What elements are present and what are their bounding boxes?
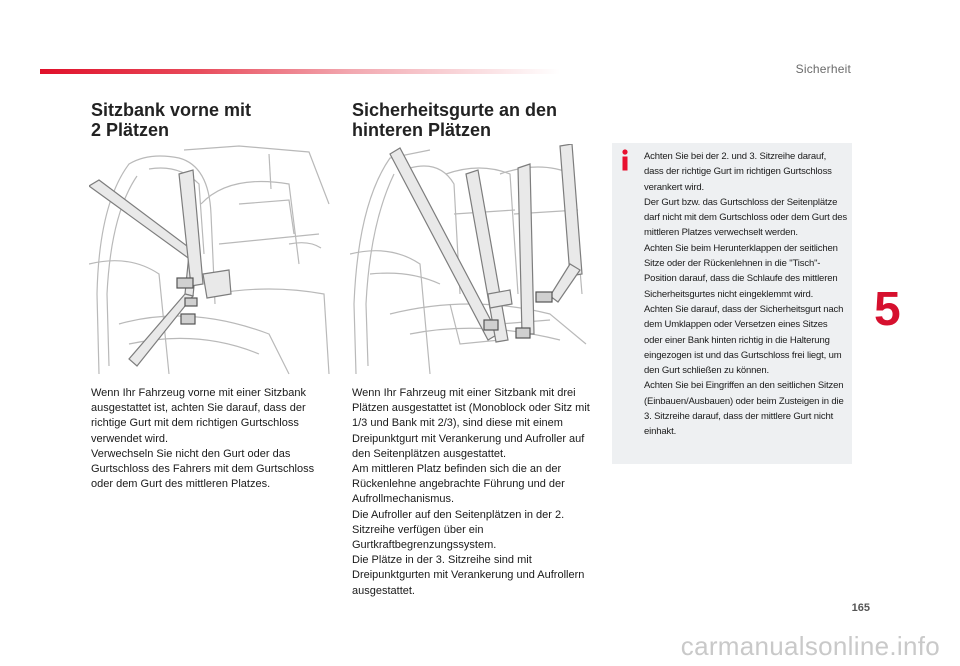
left-paragraph: Verwechseln Sie nicht den Gurt oder das Gurtschloss des Fahrers mit dem Gurtschloss oder dem Gurt des mittleren Platzes.: [91, 447, 315, 491]
note-text: [644, 149, 848, 440]
watermark: carmanualsonline.info: [680, 631, 940, 661]
middle-body-text: [352, 386, 592, 599]
middle-paragraph: Die Aufroller auf den Seitenplätzen in der 2. Sitzreihe verfügen über ein Gurtkraftbegrenzungssystem.: [352, 508, 565, 552]
section-title: Sicherheit: [795, 62, 851, 76]
chapter-number: 5: [874, 283, 901, 336]
front-bench-seatbelt-illustration: [89, 144, 331, 376]
info-icon: [620, 149, 630, 171]
left-heading-line1: Sitzbank vorne mit: [91, 100, 252, 120]
header-accent-bar: [40, 69, 560, 74]
note-paragraph: Achten Sie bei der 2. und 3. Sitzreihe darauf, dass der richtige Gurt im richtigen Gurtschloss verankert wird.: [644, 151, 832, 193]
rear-seatbelt-illustration: [350, 144, 592, 376]
middle-heading-line1: Sicherheitsgurte an den: [352, 100, 558, 120]
note-paragraph: Achten Sie bei Eingriffen an den seitlichen Sitzen (Einbauen/Ausbauen) oder beim Zusteigen in die 3. Sitzreihe darauf, dass der mittlere Gurt nicht einhakt.: [644, 380, 844, 438]
middle-paragraph: Die Plätze in der 3. Sitzreihe sind mit Dreipunktgurten mit Verankerung und Aufrollern ausgestattet.: [352, 554, 585, 597]
left-body-text: [91, 386, 331, 492]
note-paragraph: Der Gurt bzw. das Gurtschloss der Seitenplätze darf nicht mit dem Gurtschloss oder dem Gurt des mittleren Platzes verwechselt werden.: [644, 196, 847, 239]
middle-paragraph: Am mittleren Platz befinden sich die an der Rückenlehne angebrachte Führung und der Aufrollmechanismus.: [352, 463, 565, 506]
left-heading-line2: 2 Plätzen: [91, 120, 170, 140]
middle-heading-line2: hinteren Plätzen: [352, 120, 492, 140]
note-paragraph: Achten Sie darauf, dass der Sicherheitsgurt nach dem Umklappen oder Versetzen eines Sitzes oder einer Bank hinten richtig in die Halterung eingezogen ist und das Gurtschloss frei liegt, um den Gurt schließen zu können.: [644, 303, 844, 377]
page-number: 165: [851, 602, 870, 614]
left-paragraph: Wenn Ihr Fahrzeug vorne mit einer Sitzbank ausgestattet ist, achten Sie darauf, dass der richtige Gurt mit dem richtigen Gurtschloss verwendet wird.: [91, 387, 307, 445]
left-heading: [91, 100, 251, 140]
middle-heading: [352, 100, 557, 140]
info-note-box: [612, 143, 852, 464]
middle-paragraph: Wenn Ihr Fahrzeug mit einer Sitzbank mit drei Plätzen ausgestattet ist (Monoblock oder Sitz mit 1/3 und Bank mit 2/3), sind diese mit einem Dreipunktgurt mit Verankerung und Aufroller auf den Seitenplätzen ausgestattet.: [352, 387, 590, 460]
note-paragraph: Achten Sie beim Herunterklappen der seitlichen Sitze oder der Rückenlehnen in die "Tisch"-Position darauf, dass die Schlaufe des mittleren Sicherheitsgurtes nicht eingeklemmt wird.: [644, 242, 838, 300]
